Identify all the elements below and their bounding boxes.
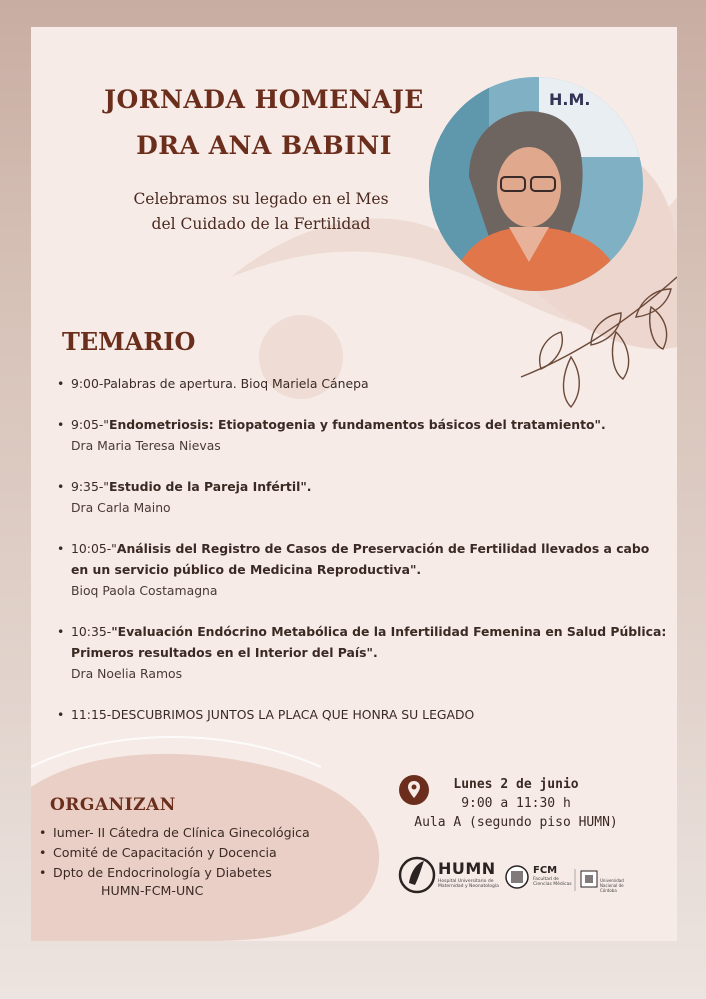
temario-heading: TEMARIO [62, 327, 196, 356]
subtitle-line-1: Celebramos su legado en el Mes [133, 190, 389, 208]
agenda-speaker: Dra Carla Maino [71, 500, 171, 515]
agenda-talk-title: "Evaluación Endócrino Metabólica de la Infertilidad Femenina en Salud Pública: Primeros resultados en el Interior del País". [71, 624, 667, 660]
organizer-item: • Iumer- II Cátedra de Clínica Ginecológica [39, 823, 310, 843]
agenda-speaker: Bioq Paola Costamagna [71, 583, 218, 598]
agenda-talk-title: Análisis del Registro de Casos de Preservación de Fertilidad llevados a cabo en un servicio público de Medicina Reproductiva". [71, 541, 650, 577]
agenda-item: • 9:05-"Endometriosis: Etiopatogenia y fundamentos básicos del tratamiento". Dra Maria Teresa Nievas [57, 414, 667, 456]
portrait-photo [429, 77, 643, 291]
organizan-heading: ORGANIZAN [50, 795, 176, 815]
organizer-item: • Dpto de Endocrinología y Diabetes [39, 863, 310, 883]
photo-sign-text: H.M. [549, 90, 591, 109]
agenda-speaker: Dra Noelia Ramos [71, 666, 183, 681]
organizan-list [39, 823, 310, 883]
fcm-logo-subtext: Facultad de Ciencias Médicas [533, 877, 572, 887]
event-date: Lunes 2 de junio [453, 777, 579, 792]
agenda-list [57, 373, 667, 725]
agenda-item: • 9:00-Palabras de apertura. Bioq Mariela Cánepa [57, 373, 667, 394]
humn-logo-icon [400, 858, 434, 892]
title-line-2: DRA ANA BABINI [136, 131, 392, 160]
agenda-talk-title: Estudio de la Pareja Infértil". [109, 479, 312, 494]
poster [31, 27, 677, 941]
event-place: Aula A (segundo piso HUMN) [414, 815, 618, 830]
agenda-item: • 10:05-"Análisis del Registro de Casos de Preservación de Fertilidad llevados a cabo en un servicio público de Medicina Reproductiva". Bioq Paola Costamagna [57, 538, 667, 601]
subtitle [71, 187, 451, 237]
agenda-item: • 9:35-"Estudio de la Pareja Infértil". Dra Carla Maino [57, 476, 667, 518]
fcm-seal-icon [506, 866, 528, 888]
unc-seal-icon [581, 871, 597, 887]
organizer-item: • Comité de Capacitación y Docencia [39, 843, 310, 863]
humn-logo-subtext: Hospital Universitario de Maternidad y Neonatología [438, 879, 499, 889]
agenda-item: • 11:15-DESCUBRIMOS JUNTOS LA PLACA QUE HONRA SU LEGADO [57, 704, 667, 725]
event-time: 9:00 a 11:30 h [461, 796, 571, 811]
agenda-speaker: Dra Maria Teresa Nievas [71, 438, 221, 453]
subtitle-line-2: del Cuidado de la Fertilidad [151, 215, 371, 233]
unc-logo-subtext: Universidad Nacional de Córdoba [600, 878, 624, 893]
title-line-1: JORNADA HOMENAJE [104, 85, 424, 114]
organizan-footer: HUMN-FCM-UNC [101, 883, 204, 898]
humn-logo-text: HUMN [438, 859, 496, 878]
event-details [391, 775, 641, 832]
institution-logos [397, 845, 637, 905]
fcm-logo-text: FCM [533, 865, 558, 876]
agenda-talk-title: Endometriosis: Etiopatogenia y fundamentos básicos del tratamiento". [109, 417, 606, 432]
agenda-item: • 10:35-"Evaluación Endócrino Metabólica de la Infertilidad Femenina en Salud Pública: Primeros resultados en el Interior del País". Dra Noelia Ramos [57, 621, 667, 684]
